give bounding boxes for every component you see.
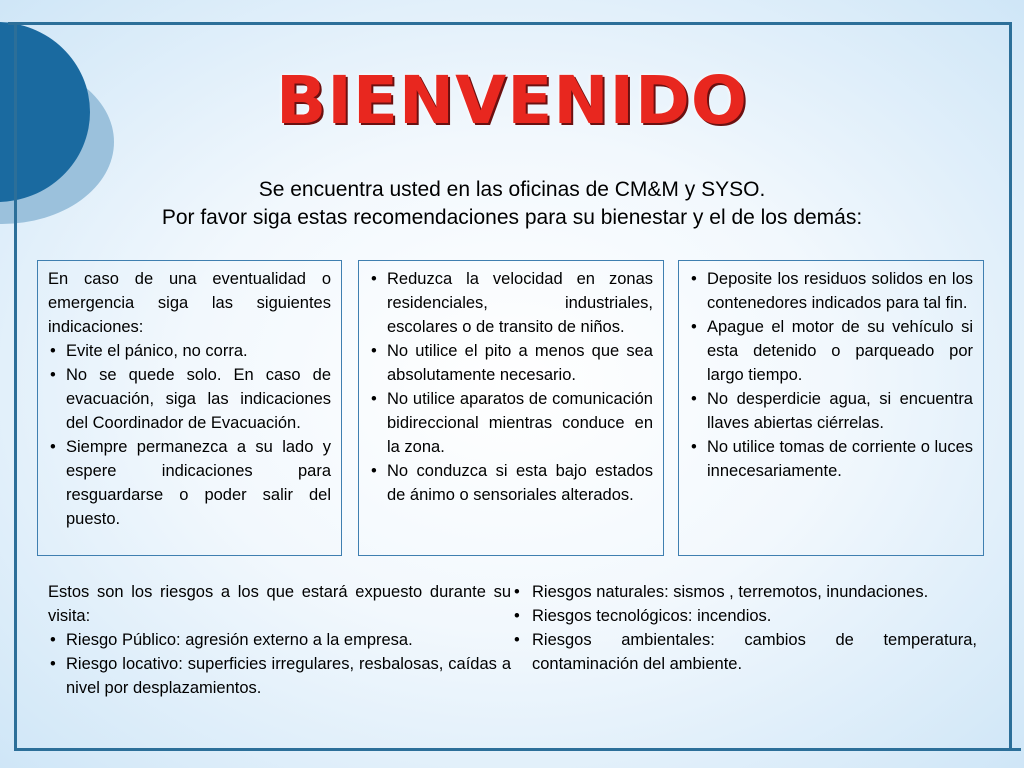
frame-corner-tick <box>8 22 17 25</box>
environment-list <box>689 267 973 483</box>
emergency-box <box>37 260 342 556</box>
risks-left-column <box>48 580 511 700</box>
list-item: • Riesgos ambientales: cambios de temperatura, contaminación del ambiente. <box>512 628 977 676</box>
driving-box <box>358 260 664 556</box>
risks-left-list <box>48 628 511 700</box>
risks-right-list <box>512 580 977 676</box>
list-item: • Apague el motor de su vehículo si esta detenido o parqueado por largo tiempo. <box>689 315 973 387</box>
list-item: • Reduzca la velocidad en zonas residenciales, industriales, escolares o de transito de niños. <box>369 267 653 339</box>
list-item: • Siempre permanezca a su lado y espere indicaciones para resguardarse o poder salir del puesto. <box>48 435 331 531</box>
list-item: • No se quede solo. En caso de evacuación, siga las indicaciones del Coordinador de Evacuación. <box>48 363 331 435</box>
list-item: • No utilice tomas de corriente o luces innecesariamente. <box>689 435 973 483</box>
list-item: • Riesgo Público: agresión externo a la empresa. <box>48 628 511 652</box>
subtitle-line-1: Se encuentra usted en las oficinas de CM&M y SYSO. <box>258 178 766 201</box>
list-item: • Riesgos tecnológicos: incendios. <box>512 604 977 628</box>
list-item: • Evite el pánico, no corra. <box>48 339 331 363</box>
list-item: • Deposite los residuos solidos en los contenedores indicados para tal fin. <box>689 267 973 315</box>
driving-list <box>369 267 653 507</box>
subtitle <box>0 176 1024 232</box>
page-title: BIENVENIDO <box>275 62 749 139</box>
list-item: • No utilice aparatos de comunicación bidireccional mientras conduce en la zona. <box>369 387 653 459</box>
environment-box <box>678 260 984 556</box>
risks-right-column <box>512 580 977 676</box>
frame-line-bottom <box>14 748 1012 751</box>
frame-line-top <box>14 22 1012 25</box>
list-item: • No desperdicie agua, si encuentra llaves abiertas ciérrelas. <box>689 387 973 435</box>
risks-intro: Estos son los riesgos a los que estará expuesto durante su visita: <box>48 583 511 625</box>
list-item: • Riesgos naturales: sismos , terremotos, inundaciones. <box>512 580 977 604</box>
list-item: • Riesgo locativo: superficies irregulares, resbalosas, caídas a nivel por desplazamientos. <box>48 652 511 700</box>
emergency-intro: En caso de una eventualidad o emergencia siga las siguientes indicaciones: <box>48 270 331 336</box>
list-item: • No conduzca si esta bajo estados de ánimo o sensoriales alterados. <box>369 459 653 507</box>
list-item: • No utilice el pito a menos que sea absolutamente necesario. <box>369 339 653 387</box>
emergency-list <box>48 339 331 531</box>
frame-corner-tick <box>1009 748 1021 751</box>
subtitle-line-2: Por favor siga estas recomendaciones para su bienestar y el de los demás: <box>161 206 863 229</box>
